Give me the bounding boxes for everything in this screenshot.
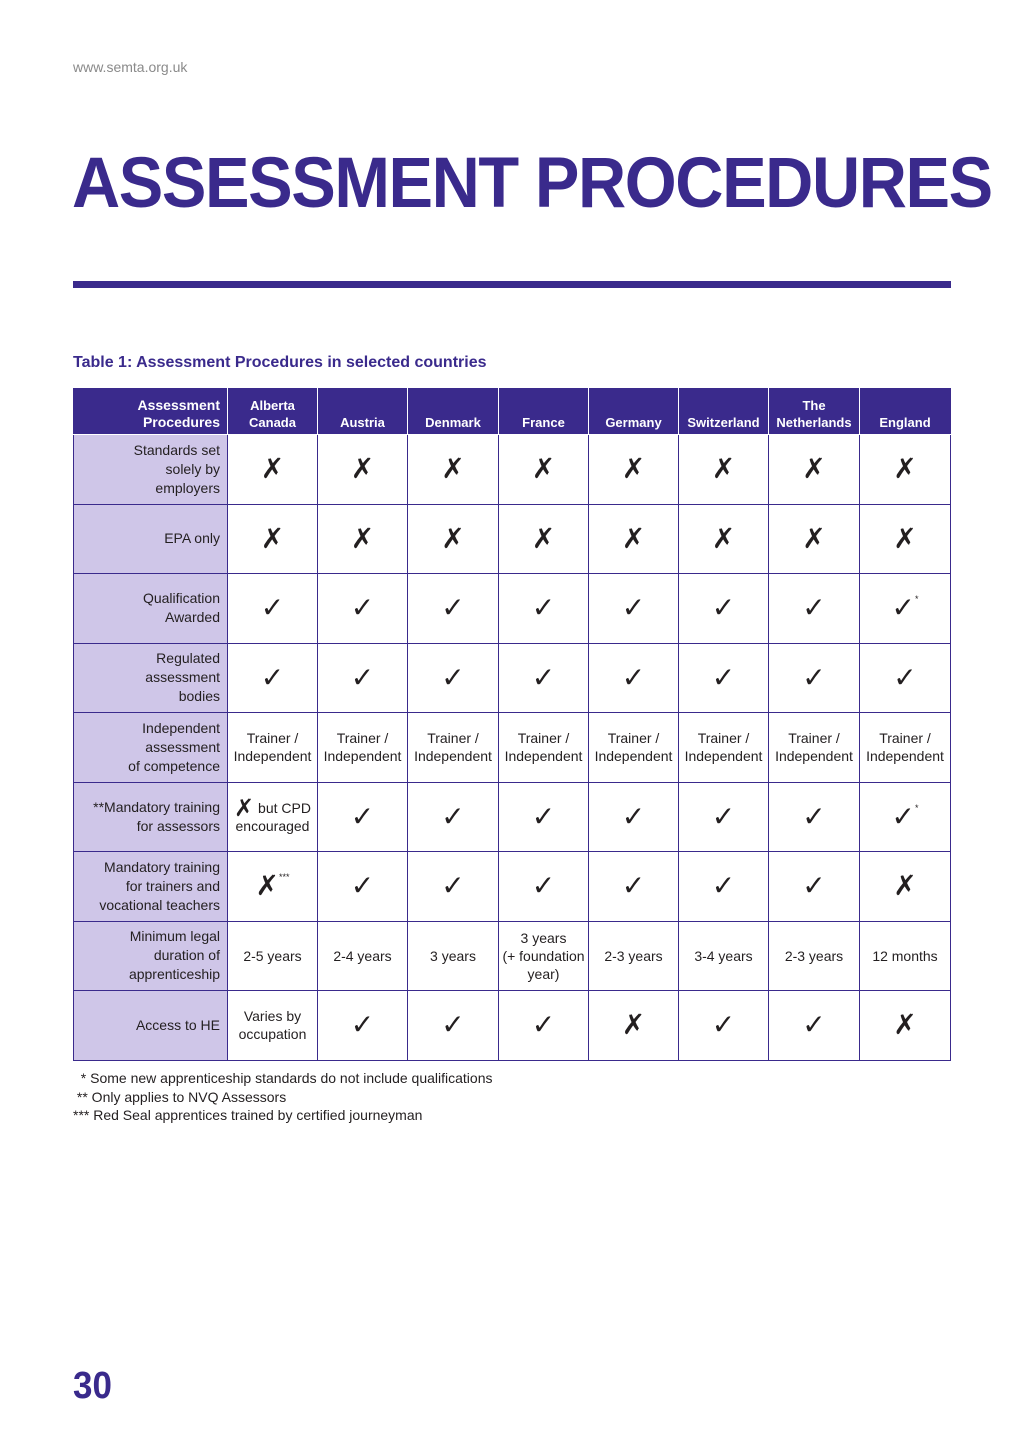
header-label-line: Procedures [142, 414, 220, 430]
title-divider [73, 281, 951, 288]
table-cell [318, 504, 408, 574]
check-mark-icon: ✓ [711, 799, 736, 833]
row-label [74, 574, 228, 644]
cell-text-line [228, 793, 317, 822]
row-label-line: for assessors [136, 817, 220, 834]
table-cell [589, 782, 679, 852]
table-cell [679, 574, 769, 644]
table-row [74, 921, 951, 991]
footnote-marker: * [914, 594, 919, 605]
cell-text-line: 12 months [872, 947, 938, 964]
table-cell [769, 852, 860, 922]
row-label [74, 713, 228, 783]
table-cell [318, 713, 408, 783]
row-label-line: vocational teachers [99, 896, 220, 913]
cross-mark-icon: ✗ [531, 521, 556, 555]
cell-text-line: Independent [684, 748, 763, 765]
table-cell [499, 574, 589, 644]
table-cell [860, 435, 951, 505]
row-label-line: Awarded [164, 609, 220, 626]
cross-mark-icon: ✗ [441, 521, 465, 555]
table-cell [769, 991, 860, 1061]
table-cell [408, 574, 499, 644]
table-cell [318, 574, 408, 644]
cell-text-line: Trainer / [697, 730, 750, 747]
header-label [74, 389, 228, 435]
row-label-line: Access to HE [135, 1016, 220, 1033]
table-cell [318, 852, 408, 922]
cross-mark-icon: ✗ [893, 1008, 917, 1042]
table-cell [228, 782, 318, 852]
row-label-line: assessment [145, 738, 220, 755]
check-mark-icon: ✓ [350, 660, 375, 694]
row-label-line: Standards set [133, 441, 220, 458]
cross-mark-icon: ✗ [260, 452, 285, 486]
table-cell [679, 991, 769, 1061]
row-label-line: bodies [178, 688, 220, 705]
cell-text-line: Independent [775, 748, 853, 765]
check-mark-icon: ✓ [441, 591, 465, 625]
table-cell [499, 782, 589, 852]
column-header-the-netherlands [769, 389, 860, 435]
table-cell [679, 504, 769, 574]
column-header-austria [318, 389, 408, 435]
table-cell [860, 852, 951, 922]
footnotes [73, 1069, 492, 1125]
row-label [74, 991, 228, 1061]
table-cell [679, 852, 769, 922]
table-cell [679, 782, 769, 852]
table-cell [318, 991, 408, 1061]
cell-text-line: 2-3 years [784, 947, 844, 964]
cross-mark-icon: ✗ [621, 1008, 646, 1042]
row-label-line: duration of [153, 947, 220, 964]
check-mark-icon: ✓ [621, 869, 646, 903]
column-header-line: Netherlands [776, 415, 852, 430]
table-cell [860, 782, 951, 852]
row-label-line: of competence [128, 757, 220, 774]
table-cell [769, 504, 860, 574]
column-header-line: Alberta [250, 398, 295, 413]
table-cell [228, 921, 318, 991]
check-mark-icon: ✓ [350, 1008, 375, 1042]
cross-mark-icon: ✗ [350, 521, 375, 555]
table-row [74, 504, 951, 574]
row-label-line: Qualification [142, 590, 220, 607]
check-mark-icon: ✓ [711, 660, 736, 694]
cross-mark-icon: ✗ [441, 452, 465, 486]
row-label-line: Minimum legal [129, 928, 220, 945]
check-mark-icon: ✓ [260, 591, 285, 625]
check-mark-icon: ✓ [802, 591, 826, 625]
table-cell [228, 435, 318, 505]
table-cell [408, 921, 499, 991]
cell-text-line: Trainer / [788, 730, 840, 747]
table-row [74, 852, 951, 922]
table-cell [499, 713, 589, 783]
table-cell [408, 852, 499, 922]
check-mark-icon: ✓ [802, 869, 826, 903]
table-cell [769, 921, 860, 991]
cell-text-line: Independent [504, 748, 583, 765]
cell-text-line: Trainer / [246, 730, 299, 747]
table-header-row [74, 389, 951, 435]
table-caption: Table 1: Assessment Procedures in selected countries [73, 354, 487, 371]
table-cell [408, 991, 499, 1061]
table-cell [769, 435, 860, 505]
table-row [74, 435, 951, 505]
table-cell [589, 504, 679, 574]
column-header-line: France [522, 415, 565, 430]
check-mark-icon: ✓ [350, 869, 375, 903]
column-header-alberta-canada [228, 389, 318, 435]
cross-mark-icon: ✗ [893, 869, 917, 903]
cell-text-line: Varies by [243, 1008, 302, 1025]
check-mark-icon: ✓ [621, 660, 646, 694]
table-row [74, 991, 951, 1061]
check-mark-icon: ✓ [802, 1008, 826, 1042]
table-cell [679, 921, 769, 991]
table-cell [860, 991, 951, 1061]
check-mark-icon: ✓ [802, 660, 826, 694]
row-label-line: Independent [142, 719, 220, 736]
table-cell [408, 504, 499, 574]
table-cell [589, 921, 679, 991]
page-number: 30 [73, 1365, 112, 1407]
cell-text-line: 2-4 years [333, 947, 392, 964]
row-label [74, 435, 228, 505]
column-header-france [499, 389, 589, 435]
table-cell [408, 782, 499, 852]
row-label [74, 782, 228, 852]
check-mark-icon: ✓ [350, 799, 375, 833]
table-cell [499, 504, 589, 574]
row-label [74, 643, 228, 713]
check-mark-icon: ✓ [441, 1008, 465, 1042]
cross-mark-icon: ✗ [255, 869, 279, 903]
cross-mark-icon: ✗ [893, 452, 917, 486]
row-label-line: for trainers and [125, 877, 220, 894]
cross-mark-icon: ✗ [621, 452, 646, 486]
cell-text-line: 2-5 years [243, 947, 302, 964]
table-row [74, 713, 951, 783]
check-mark-icon: ✓ [891, 591, 915, 625]
cell-text-line: Independent [414, 748, 492, 765]
column-header-line: Germany [605, 415, 662, 430]
cross-mark-icon: ✗ [350, 452, 375, 486]
table-cell [408, 713, 499, 783]
table-cell [228, 713, 318, 783]
check-mark-icon: ✓ [531, 660, 556, 694]
table-cell [860, 504, 951, 574]
table-cell [408, 643, 499, 713]
cell-text-line: Independent [594, 748, 673, 765]
assessment-procedures-table [73, 388, 951, 1061]
table-cell [499, 643, 589, 713]
check-mark-icon: ✓ [531, 799, 556, 833]
column-header-line: Austria [340, 415, 385, 430]
check-mark-icon: ✓ [531, 591, 556, 625]
footnote: * Some new apprenticeship standards do not include qualifications [73, 1070, 493, 1086]
cross-mark-icon: ✗ [531, 452, 556, 486]
table-cell [860, 713, 951, 783]
cell-text-line: encouraged [235, 817, 310, 834]
check-mark-icon: ✓ [260, 660, 285, 694]
table-row [74, 782, 951, 852]
table-cell [589, 435, 679, 505]
table-cell [589, 643, 679, 713]
table-cell [589, 713, 679, 783]
row-label [74, 921, 228, 991]
row-label [74, 852, 228, 922]
table-cell [228, 852, 318, 922]
table-cell [589, 852, 679, 922]
column-header-line: The [802, 398, 826, 413]
footnote: ** Only applies to NVQ Assessors [73, 1088, 287, 1105]
check-mark-icon: ✓ [441, 660, 465, 694]
cell-text: but CPD [254, 799, 311, 816]
table-cell [860, 574, 951, 644]
cell-text-line: Trainer / [336, 730, 389, 747]
table-cell [499, 852, 589, 922]
row-label-line: Regulated [156, 650, 220, 667]
cell-text-line: occupation [238, 1026, 307, 1043]
column-header-germany [589, 389, 679, 435]
site-url: www.semta.org.uk [73, 59, 188, 75]
cell-text-line: Trainer / [517, 730, 570, 747]
check-mark-icon: ✓ [893, 660, 917, 694]
cross-mark-icon: ✗ [260, 521, 285, 555]
row-label-line: solely by [165, 460, 220, 477]
row-label-line: Mandatory training [104, 858, 220, 875]
check-mark-icon: ✓ [441, 869, 465, 903]
cell-text-line: 3-4 years [694, 947, 753, 964]
table-cell [318, 435, 408, 505]
cell-text-line: Independent [866, 748, 944, 765]
table-cell [228, 643, 318, 713]
check-mark-icon: ✓ [711, 869, 736, 903]
check-mark-icon: ✓ [531, 1008, 556, 1042]
table-cell [228, 991, 318, 1061]
table-body [74, 435, 951, 1061]
column-header-line: Switzerland [687, 415, 760, 430]
cell-text-line: (+ foundation [502, 947, 585, 964]
row-label-line: assessment [145, 669, 220, 686]
cell-text-line: year) [527, 965, 560, 982]
check-mark-icon: ✓ [711, 591, 736, 625]
check-mark-icon: ✓ [891, 799, 915, 833]
table-cell [499, 921, 589, 991]
row-label-line: apprenticeship [128, 966, 220, 983]
table-cell [589, 574, 679, 644]
column-header-line: Canada [249, 415, 296, 430]
check-mark-icon: ✓ [531, 869, 556, 903]
table-cell [679, 435, 769, 505]
column-header-denmark [408, 389, 499, 435]
table-cell [860, 643, 951, 713]
table-cell [318, 643, 408, 713]
footnote-marker: *** [278, 872, 290, 883]
cross-mark-icon: ✗ [893, 521, 917, 555]
cross-mark-icon: ✗ [711, 521, 736, 555]
table-row [74, 643, 951, 713]
table-cell [860, 921, 951, 991]
check-mark-icon: ✓ [711, 1008, 736, 1042]
table-cell [228, 504, 318, 574]
table-cell [499, 435, 589, 505]
cell-text-line: Independent [233, 748, 312, 765]
cross-mark-icon: ✗ [802, 452, 826, 486]
cross-mark-icon: ✗ [234, 793, 255, 822]
table-cell [318, 921, 408, 991]
table-cell [769, 643, 860, 713]
check-mark-icon: ✓ [621, 799, 646, 833]
cross-mark-icon: ✗ [621, 521, 646, 555]
cell-text-line: Trainer / [879, 730, 931, 747]
row-label-line: EPA only [164, 530, 220, 547]
column-header-line: England [879, 415, 931, 430]
check-mark-icon: ✓ [350, 591, 375, 625]
table-cell [589, 991, 679, 1061]
check-mark-icon: ✓ [802, 799, 826, 833]
table-cell [769, 713, 860, 783]
table-cell [769, 574, 860, 644]
cell-text-line: 3 years [520, 929, 567, 946]
cell-text-line: Trainer / [607, 730, 660, 747]
cell-text-line: 3 years [430, 947, 476, 964]
cell-text-line: 2-3 years [604, 947, 663, 964]
check-mark-icon: ✓ [441, 799, 465, 833]
table-cell [769, 782, 860, 852]
table-cell [408, 435, 499, 505]
column-header-england [860, 389, 951, 435]
cell-text-line: Trainer / [427, 730, 479, 747]
cross-mark-icon: ✗ [711, 452, 736, 486]
table-cell [679, 643, 769, 713]
column-header-switzerland [679, 389, 769, 435]
table-cell [499, 991, 589, 1061]
table-row [74, 574, 951, 644]
footnote: *** Red Seal apprentices trained by certified journeyman [73, 1107, 423, 1123]
cell-text-line: Independent [323, 748, 402, 765]
header-label-line: Assessment [137, 397, 220, 413]
row-label-line: **Mandatory training [93, 798, 220, 815]
table-cell [228, 574, 318, 644]
page-title: ASSESSMENT PROCEDURES [72, 144, 992, 223]
table-cell [679, 713, 769, 783]
table-cell [318, 782, 408, 852]
check-mark-icon: ✓ [621, 591, 646, 625]
row-label-line: employers [155, 479, 220, 496]
footnote-marker: * [914, 802, 919, 813]
row-label [74, 504, 228, 574]
cross-mark-icon: ✗ [802, 521, 826, 555]
column-header-line: Denmark [425, 415, 481, 430]
